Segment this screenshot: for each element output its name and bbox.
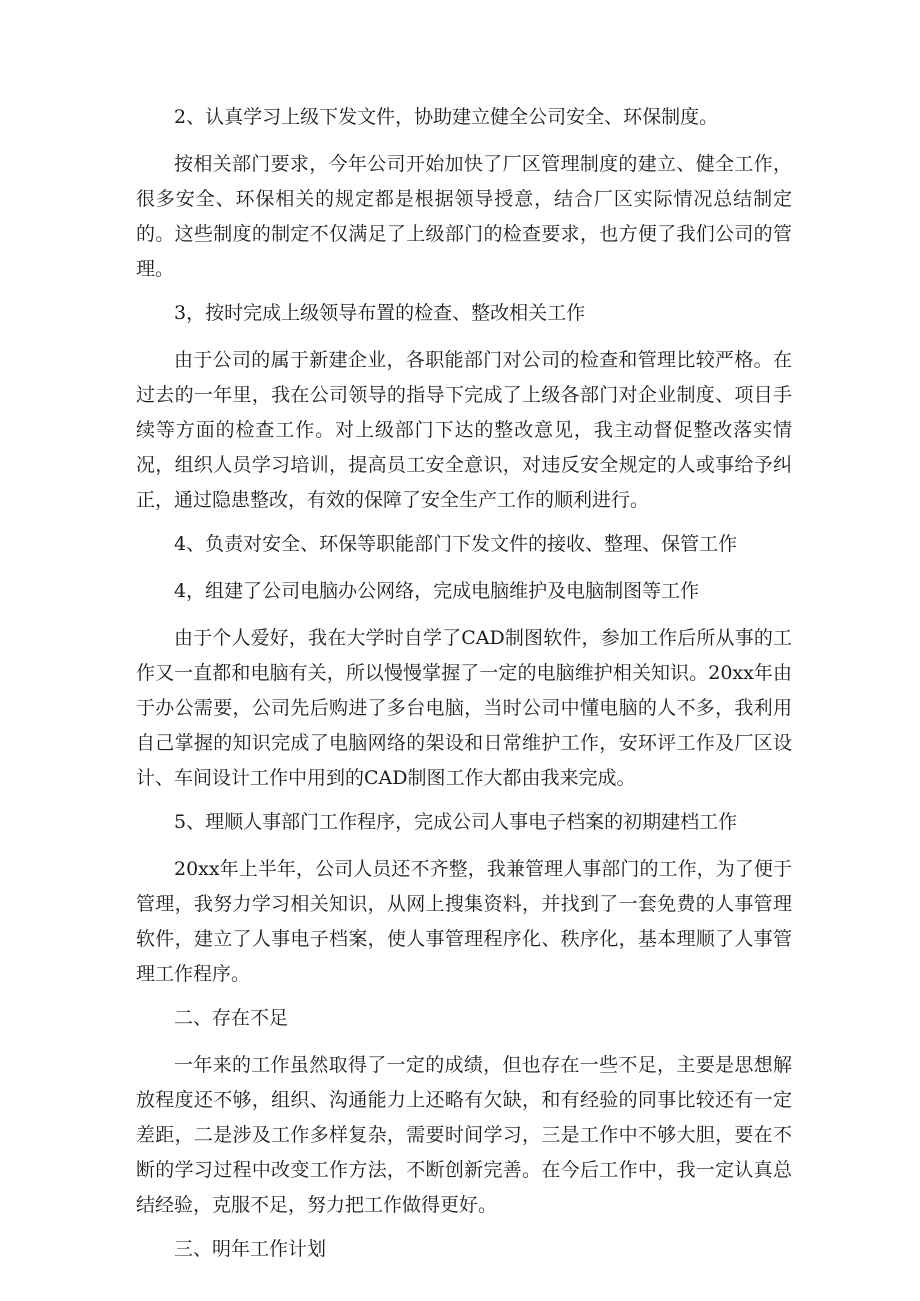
section-heading-next-year-plan: 三、明年工作计划 [174, 1238, 327, 1260]
paragraph-computer-network: 由于个人爱好，我在大学时自学了CAD制图软件，参加工作后所从事的工作又一直都和电脑有关，所以慢慢掌握了一定的电脑维护相关知识。20xx年由于办公需要，公司先后购进了多台电脑，当时公司中懂电脑的人不多，我利用自己掌握的知识完成了电脑网络的架设和日常维护工作，安环评工作及厂区设计、车间设计工作中用到的CAD制图工作大都由我来完成。 [136, 627, 792, 789]
paragraph-shortcomings: 一年来的工作虽然取得了一定的成绩，但也存在一些不足，主要是思想解放程度还不够，组织、沟通能力上还略有欠缺，和有经验的同事比较还有一定差距，二是涉及工作多样复杂，需要时间学习，三是工作中不够大胆，要在不断的学习过程中改变工作方法，不断创新完善。在今后工作中，我一定认真总结经验，克服不足，努力把工作做得更好。 [136, 1054, 792, 1216]
section-heading-4a: 4、负责对安全、环保等职能部门下发文件的接收、整理、保管工作 [174, 533, 738, 555]
section-heading-4b: 4，组建了公司电脑办公网络，完成电脑维护及电脑制图等工作 [174, 580, 700, 602]
section-heading-2: 2、认真学习上级下发文件，协助建立健全公司安全、环保制度。 [174, 106, 719, 128]
section-heading-5: 5、理顺人事部门工作程序，完成公司人事电子档案的初期建档工作 [174, 811, 738, 833]
paragraph-safety-rules: 按相关部门要求，今年公司开始加快了厂区管理制度的建立、健全工作，很多安全、环保相关的规定都是根据领导授意，结合厂区实际情况总结制定的。这些制度的制定不仅满足了上级部门的检查要求，也方便了我们公司的管理。 [136, 153, 792, 280]
section-heading-shortcomings: 二、存在不足 [174, 1007, 289, 1029]
paragraph-inspection: 由于公司的属于新建企业，各职能部门对公司的检查和管理比较严格。在过去的一年里，我在公司领导的指导下完成了上级各部门对企业制度、项目手续等方面的检查工作。对上级部门下达的整改意见，我主动督促整改落实情况，组织人员学习培训，提高员工安全意识，对违反安全规定的人或事给予纠正，通过隐患整改，有效的保障了安全生产工作的顺利进行。 [136, 349, 792, 511]
paragraph-hr-archive: 20xx年上半年，公司人员还不齐整，我兼管理人事部门的工作，为了便于管理，我努力学习相关知识，从网上搜集资料，并找到了一套免费的人事管理软件，建立了人事电子档案，使人事管理程序化、秩序化，基本理顺了人事管理工作程序。 [136, 858, 792, 985]
section-heading-3: 3，按时完成上级领导布置的检查、整改相关工作 [174, 302, 586, 324]
